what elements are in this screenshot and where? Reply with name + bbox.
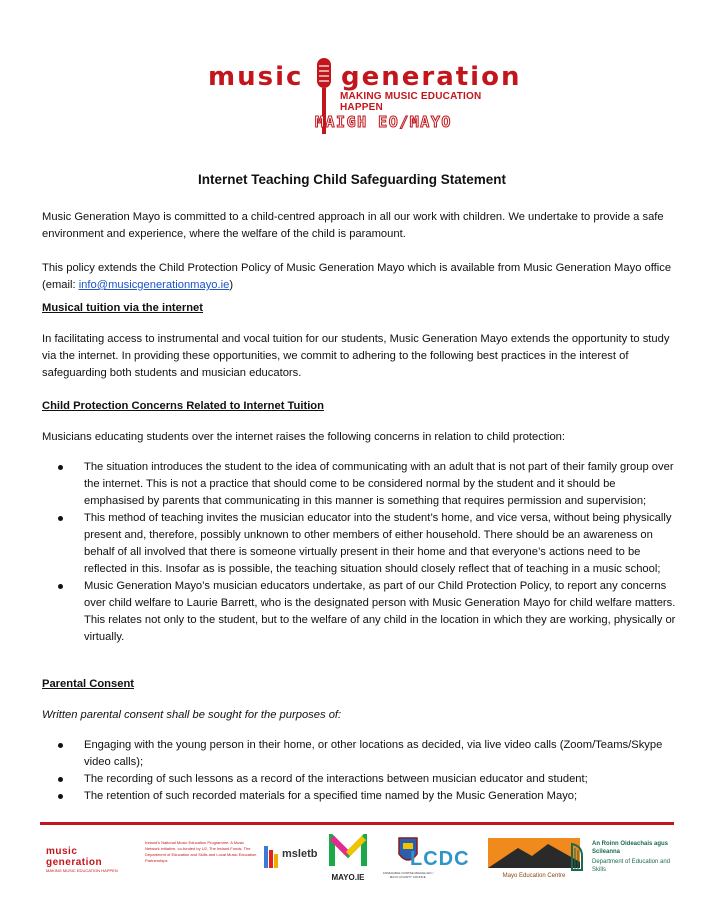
policy-paragraph: [42, 260, 672, 294]
email-link[interactable]: info@musicgenerationmayo.ie: [78, 279, 230, 291]
policy-text: This policy extends the Child Protection Policy of Music Generation Mayo which is available from Music Generation Mayo office (email:: [42, 262, 672, 291]
mayo-m-icon: [328, 834, 368, 868]
list-item: The situation introduces the student to the idea of communicating with an adult that is not part of their family group over the internet. This is not a practice that should come to be considered normal by the student and it should be emphasised by parents that communicating in this manner is something that requires permission and supervision;: [58, 459, 678, 510]
music-generation-logo: [208, 58, 522, 138]
footer-divider: [40, 822, 674, 825]
footer-partners-text: Ireland's National Music Education Programme. A Music Network initiative, co-funded by U2, The Ireland Funds, The Department of Education and Skills and Local Music Education Partnerships: [145, 840, 257, 863]
bullet-icon: [58, 465, 63, 470]
footer-mg-logo: music generation MAKING MUSIC EDUCATION HAPPEN: [46, 846, 118, 873]
list-item: The retention of such recorded materials for a specified time named by the Music Generation Mayo;: [58, 788, 678, 805]
partner-logos: music generation MAKING MUSIC EDUCATION HAPPEN Ireland's National Music Education Programme. A Music Network initiative, co-funded by U2, The Ireland Funds, The Department of Education and Skills and Local Music Education Partnerships msletb MAYO.IE COMHAIRLE CONTAE MHAIGH EO / MAYO COUNTY COUNCIL LCDC Mayo Education Centre An Roinn Oideachais agus Scileanna Department of Education and Skills: [42, 832, 676, 888]
mountain-sunset-icon: [488, 838, 580, 868]
concerns-intro: Musicians educating students over the internet raises the following concerns in relation to child protection:: [42, 431, 565, 443]
logo-wordmark-right: generation: [341, 62, 522, 92]
heading-parental-consent: Parental Consent: [42, 678, 135, 690]
logo-wordmark-left: music: [208, 62, 304, 92]
mayo-ie-logo: MAYO.IE: [326, 834, 370, 882]
bullet-icon: [58, 584, 63, 589]
list-item: Music Generation Mayo’s musician educators undertake, as part of our Child Protection Policy, to report any concerns over child welfare to Laurie Barrett, who is the designated person with Music Generation Mayo for child welfare matters. This relates not only to the student, but to the welfare of any child in the location in which they are working, physically or virtually.: [58, 578, 678, 646]
consent-intro: Written parental consent shall be sought for the purposes of:: [42, 709, 342, 721]
consent-list: [58, 737, 678, 805]
policy-close: ): [229, 279, 234, 291]
concerns-list: [58, 459, 678, 646]
mayo-county-council-logo: COMHAIRLE CONTAE MHAIGH EO / MAYO COUNTY COUNCIL: [380, 836, 436, 879]
bullet-icon: [58, 516, 63, 521]
logo-tagline: MAKING MUSIC EDUCATION HAPPEN: [340, 91, 482, 113]
lcdc-logo: LCDC: [410, 848, 470, 870]
tuition-paragraph: In facilitating access to instrumental and vocal tuition for our students, Music Generation Mayo extends the opportunity to study via the internet. In providing these opportunities, we commit to adhering to the following best practices in the interest of safeguarding both students and musician educators.: [42, 333, 670, 379]
harp-icon: [570, 842, 584, 872]
page-title: Internet Teaching Child Safeguarding Statement: [197, 172, 507, 187]
list-item: This method of teaching invites the musician educator into the student’s home, and vice versa, without being physically present and, therefore, possibly unknown to other members of either household. There should be an awareness on behalf of all involved that there is someone virtually present in their home and that everyone’s actions need to be reflected in this. Insofar as is possible, the teaching situation should closely reflect that of teaching in a music school;: [58, 510, 678, 578]
heading-child-protection: Child Protection Concerns Related to Internet Tuition: [42, 400, 324, 412]
bullet-icon: [58, 777, 63, 782]
bullet-icon: [58, 794, 63, 799]
logo-subtitle: MAIGH EO/MAYO: [315, 113, 452, 131]
list-item: The recording of such lessons as a record of the interactions between musician educator and student;: [58, 771, 678, 788]
intro-paragraph: Music Generation Mayo is committed to a child-centred approach in all our work with children. We undertake to provide a safe environment and experience, where the welfare of the child is paramount.: [42, 211, 664, 240]
bullet-icon: [58, 743, 63, 748]
list-item: Engaging with the young person in their home, or other locations as decided, via live video calls (Zoom/Teams/Skype video calls);: [58, 737, 678, 771]
mayo-education-centre-logo: Mayo Education Centre: [488, 838, 580, 879]
msletb-icon: [264, 844, 280, 870]
heading-musical-tuition: Musical tuition via the internet: [42, 302, 203, 314]
